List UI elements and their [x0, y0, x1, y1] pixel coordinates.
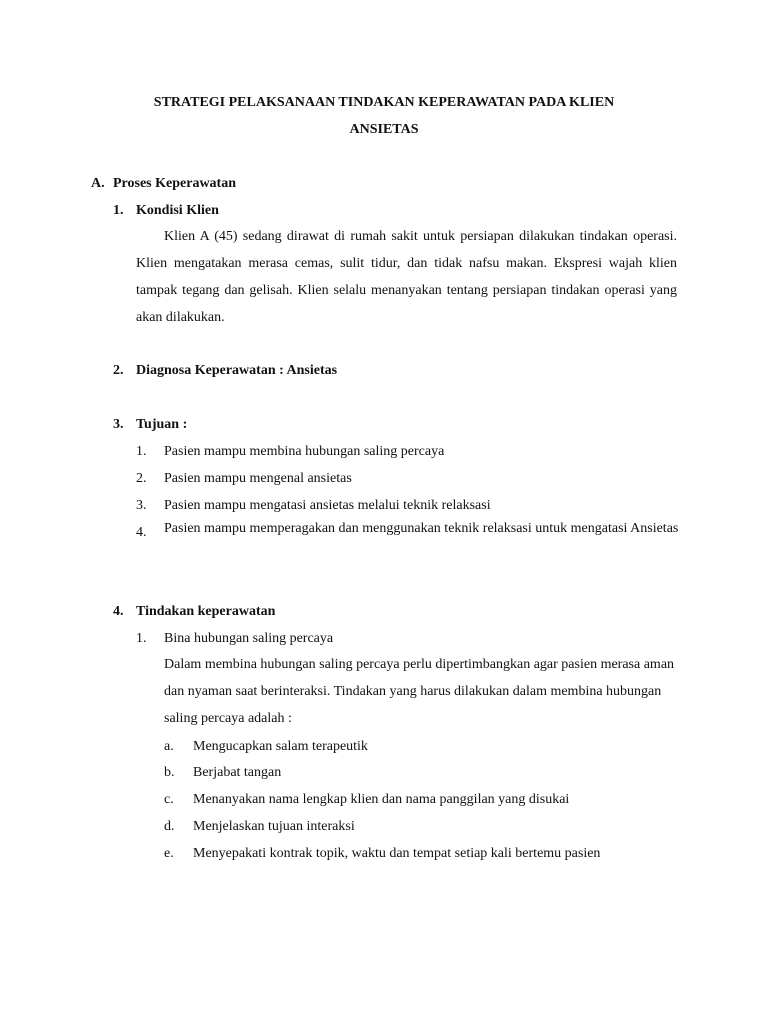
subitem-text: Berjabat tangan — [193, 765, 282, 780]
goal-item-text: Pasien mampu mengenal ansietas — [164, 471, 352, 486]
goal-item-text: Pasien mampu membina hubungan saling percaya — [164, 444, 445, 459]
subitem-text: Mengucapkan salam terapeutik — [193, 739, 368, 754]
section-3-number: 3. — [113, 417, 124, 432]
subitem-text: Menyepakati kontrak topik, waktu dan tempat setiap kali bertemu pasien — [193, 846, 601, 861]
subitem-letter: d. — [164, 819, 175, 834]
subitem-text: Menjelaskan tujuan interaksi — [193, 819, 355, 834]
section-1-heading: Kondisi Klien — [136, 203, 219, 218]
section-a-marker: A. — [91, 176, 105, 191]
document-title-line1: STRATEGI PELAKSANAAN TINDAKAN KEPERAWATAN PADA KLIEN — [153, 95, 615, 110]
section-1-number: 1. — [113, 203, 124, 218]
section-1-paragraph: Klien A (45) sedang dirawat di rumah sakit untuk persiapan dilakukan tindakan operasi. Klien mengatakan merasa cemas, sulit tidur, dan tidak nafsu makan. Ekspresi wajah klien tampak tegang dan gelisah. Klien selalu menanyakan tentang persiapan tindakan operasi yang akan dilakukan. — [136, 229, 677, 325]
document-title-line2: ANSIETAS — [349, 122, 419, 137]
subitem-letter: b. — [164, 765, 175, 780]
section-2-heading: Diagnosa Keperawatan : Ansietas — [136, 363, 338, 378]
section-4-heading: Tindakan keperawatan — [136, 604, 276, 619]
subitem-letter: c. — [164, 792, 174, 807]
goal-item-number: 1. — [136, 444, 147, 459]
goal-item-number: 4. — [136, 525, 147, 540]
goal-item-number: 3. — [136, 498, 147, 513]
subitem-letter: a. — [164, 739, 174, 754]
subitem-letter: e. — [164, 846, 174, 861]
goal-item-text: Pasien mampu memperagakan dan menggunakan teknik relaksasi untuk mengatasi Ansietas — [164, 521, 679, 536]
section-a-heading: Proses Keperawatan — [113, 176, 236, 191]
section-3-heading: Tujuan : — [136, 417, 188, 432]
subitem-text: Menanyakan nama lengkap klien dan nama panggilan yang disukai — [193, 792, 570, 807]
action-item-number: 1. — [136, 631, 147, 646]
goal-item-number: 2. — [136, 471, 147, 486]
section-4-number: 4. — [113, 604, 124, 619]
goal-item-text: Pasien mampu mengatasi ansietas melalui teknik relaksasi — [164, 498, 491, 513]
action-paragraph: Dalam membina hubungan saling percaya perlu dipertimbangkan agar pasien merasa aman dan nyaman saat berinteraksi. Tindakan yang harus dilakukan dalam membina hubungan saling percaya adalah : — [164, 657, 675, 726]
action-item-text: Bina hubungan saling percaya — [164, 631, 334, 646]
section-2-number: 2. — [113, 363, 124, 378]
